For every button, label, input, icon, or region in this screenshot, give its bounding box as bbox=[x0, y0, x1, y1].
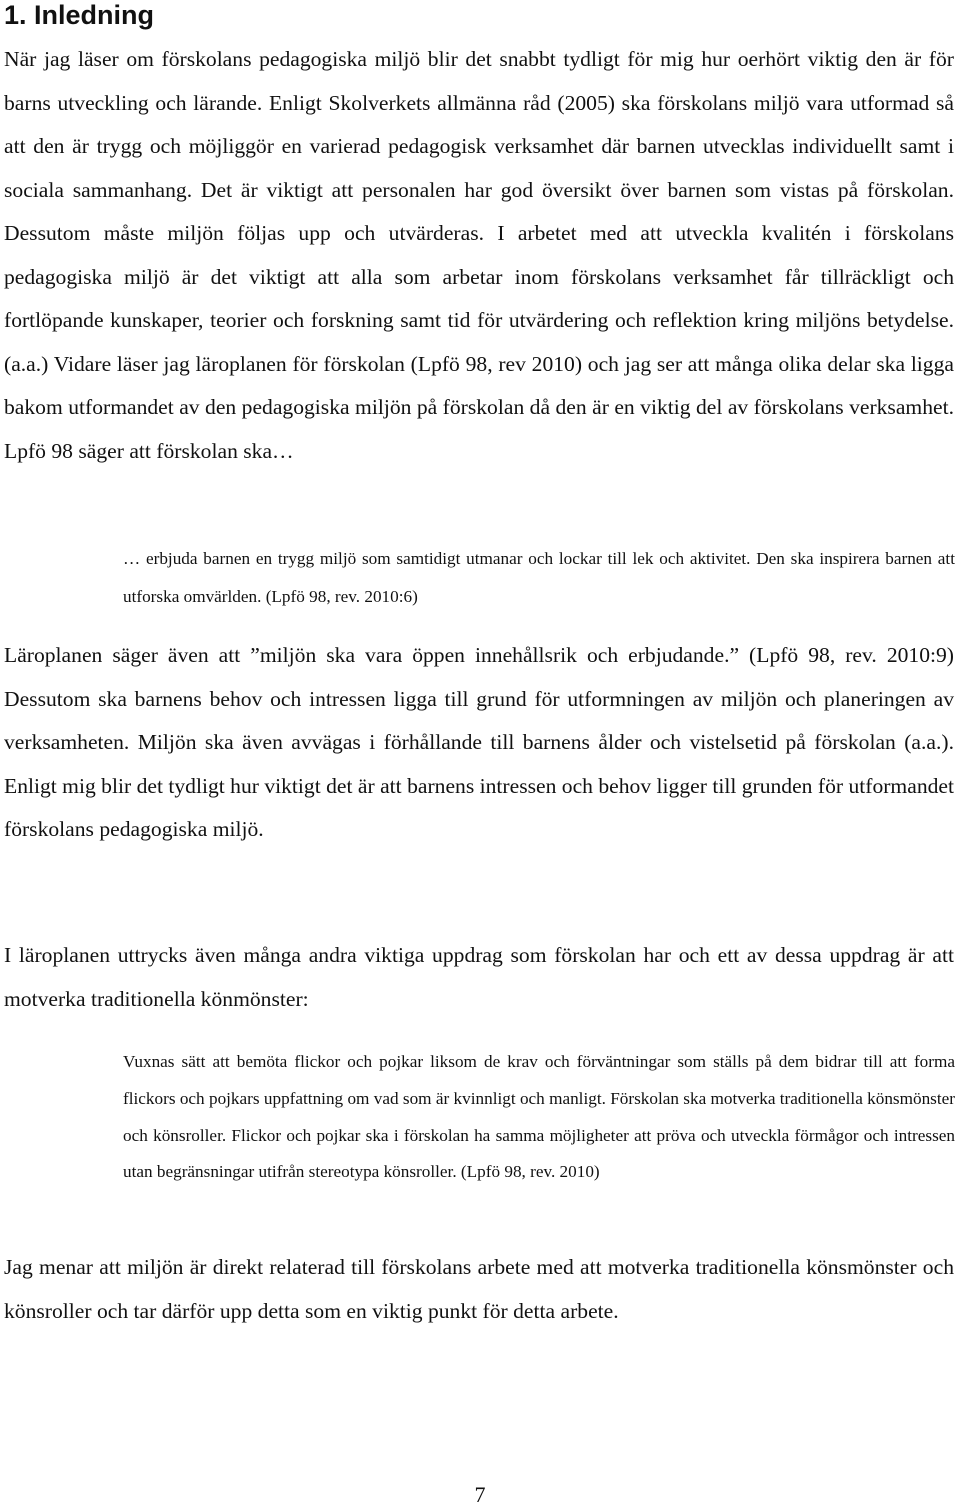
paragraph-conclusion: Jag menar att miljön är direkt relaterad till förskolans arbete med att motverka traditionella könsmönster och könsroller och tar därför upp detta som en viktig punkt för detta arbete. bbox=[4, 1255, 954, 1323]
paragraph-gender-patterns-intro: I läroplanen uttrycks även många andra viktiga uppdrag som förskolan har och ett av dessa uppdrag är att motverka traditionella könmönster: bbox=[4, 943, 954, 1011]
paragraph-curriculum-environment: Läroplanen säger även att ”miljön ska vara öppen innehållsrik och erbjudande.” (Lpfö 98, rev. 2010:9) Dessutom ska barnens behov och intressen ligga till grund för utformningen av miljön och planeringen av verksamheten. Miljön ska även avvägas i förhållande till barnens ålder och vistelsetid på förskolan (a.a.). Enligt mig blir det tydligt hur viktigt det är att barnens intressen och behov ligger till grunden för utformandet förskolans pedagogiska miljö. bbox=[4, 643, 954, 841]
block-quote-curriculum: … erbjuda barnen en trygg miljö som samtidigt utmanar och lockar till lek och aktivitet. Den ska inspirera barnen att utforska omvärlden. (Lpfö 98, rev. 2010:6) bbox=[123, 549, 955, 606]
block-quote-gender-patterns: Vuxnas sätt att bemöta flickor och pojkar liksom de krav och förväntningar som ställs på dem bidrar till att forma flickors och pojkars uppfattning om vad som är kvinnligt och manligt. Förskolan ska motverka traditionella könsmönster och könsroller. Flickor och pojkar ska i förskolan ha samma möjligheter att pröva och utveckla förmågor och intressen utan begränsningar utifrån stereotypa könsroller. (Lpfö 98, rev. 2010) bbox=[123, 1052, 955, 1182]
page-number: 7 bbox=[474, 1482, 486, 1507]
section-heading: 1. Inledning bbox=[4, 0, 155, 30]
paragraph-intro: När jag läser om förskolans pedagogiska miljö blir det snabbt tydligt för mig hur oerhört viktig den är för barns utveckling och lärande. Enligt Skolverkets allmänna råd (2005) ska förskolans miljö vara utformad så att den är trygg och möjliggör en varierad pedagogisk verksamhet där barnen utvecklas individuellt samt i sociala sammanhang. Det är viktigt att personalen har god översikt över barnen som vistas på förskolan. Dessutom måste miljön följas upp och utvärderas. I arbetet med att utveckla kvalitén i förskolans pedagogiska miljö är det viktigt att alla som arbetar inom förskolans verksamhet får tillräckligt och fortlöpande kunskaper, teorier och forskning samt tid för utvärdering och reflektion kring miljöns betydelse. (a.a.) Vidare läser jag läroplanen för förskolan (Lpfö 98, rev 2010) och jag ser att många olika delar ska ligga bakom utformandet av den pedagogiska miljön på förskolan då den är en viktig del av förskolans verksamhet. Lpfö 98 säger att förskolan ska… bbox=[4, 47, 954, 463]
